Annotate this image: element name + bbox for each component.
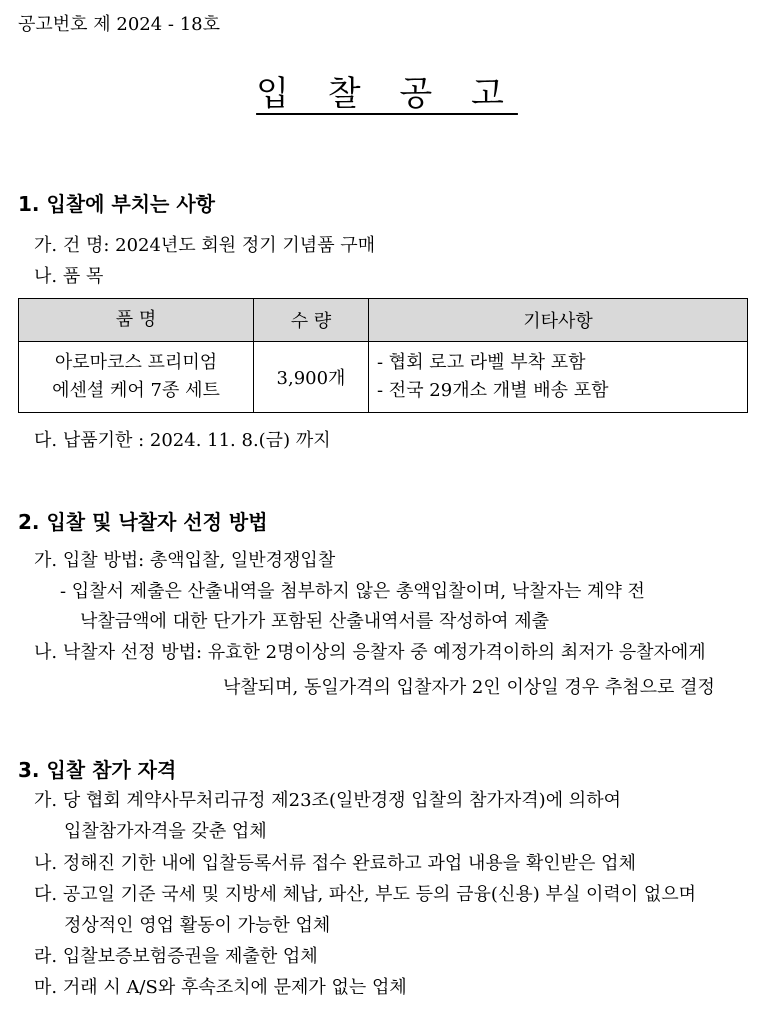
section2-heading: 2. 입찰 및 낙찰자 선정 방법 [18, 510, 268, 534]
item-name-line2: 에센셜 케어 7종 세트 [52, 380, 220, 401]
s2-ga-sub1: - 입찰서 제출은 산출내역을 첨부하지 않은 총액입찰이며, 낙찰자는 계약 전 [60, 581, 645, 602]
s2-na-line1: 나. 낙찰자 선정 방법: 유효한 2명이상의 응찰자 중 예정가격이하의 최저가 응찰자에게 [34, 642, 706, 663]
header-name: 품 명 [19, 299, 254, 342]
page-title [0, 66, 760, 115]
s2-ga-sub2: 낙찰금액에 대한 단가가 포함된 산출내역서를 작성하여 제출 [80, 611, 550, 632]
s3-ga-line1: 가. 당 협회 계약사무처리규정 제23조(일반경쟁 입찰의 참가자격)에 의하여 [34, 790, 621, 811]
section3-heading: 3. 입찰 참가 자격 [18, 758, 177, 782]
table-row [19, 342, 748, 413]
s3-ga-line2: 입찰참가자격을 갖춘 업체 [64, 821, 267, 842]
header-quantity: 수 량 [254, 299, 369, 342]
items-table [18, 298, 748, 413]
note-line1: - 협회 로고 라벨 부착 포함 [377, 352, 586, 373]
cell-quantity: 3,900개 [254, 342, 369, 413]
s3-da-line1: 다. 공고일 기준 국세 및 지방세 체납, 파산, 부도 등의 금융(신용) 부실 이력이 없으며 [34, 884, 697, 905]
s3-ma: 마. 거래 시 A/S와 후속조치에 문제가 없는 업체 [34, 977, 407, 998]
note-line2: - 전국 29개소 개별 배송 포함 [377, 380, 609, 401]
s3-ra: 라. 입찰보증보험증권을 제출한 업체 [34, 946, 318, 967]
s2-ga: 가. 입찰 방법: 총액입찰, 일반경쟁입찰 [34, 550, 336, 571]
title-text: 입 찰 공 고 [256, 74, 518, 114]
s3-na: 나. 정해진 기한 내에 입찰등록서류 접수 완료하고 과업 내용을 확인받은 업체 [34, 853, 636, 874]
s1-item-ga: 가. 건 명: 2024년도 회원 정기 기념품 구매 [34, 235, 376, 256]
cell-notes [369, 342, 748, 413]
s3-da-line2: 정상적인 영업 활동이 가능한 업체 [64, 915, 331, 936]
notice-number: 공고번호 제 2024 - 18호 [18, 14, 221, 35]
cell-item-name [19, 342, 254, 413]
table-header-row [19, 299, 748, 342]
s1-item-da: 다. 납품기한 : 2024. 11. 8.(금) 까지 [34, 430, 331, 451]
section1-heading: 1. 입찰에 부치는 사항 [18, 192, 215, 216]
s2-na-line2: 낙찰되며, 동일가격의 입찰자가 2인 이상일 경우 추첨으로 결정 [223, 677, 715, 698]
item-name-line1: 아로마코스 프리미엄 [54, 352, 218, 373]
header-notes: 기타사항 [369, 299, 748, 342]
s1-item-na: 나. 품 목 [34, 266, 104, 287]
